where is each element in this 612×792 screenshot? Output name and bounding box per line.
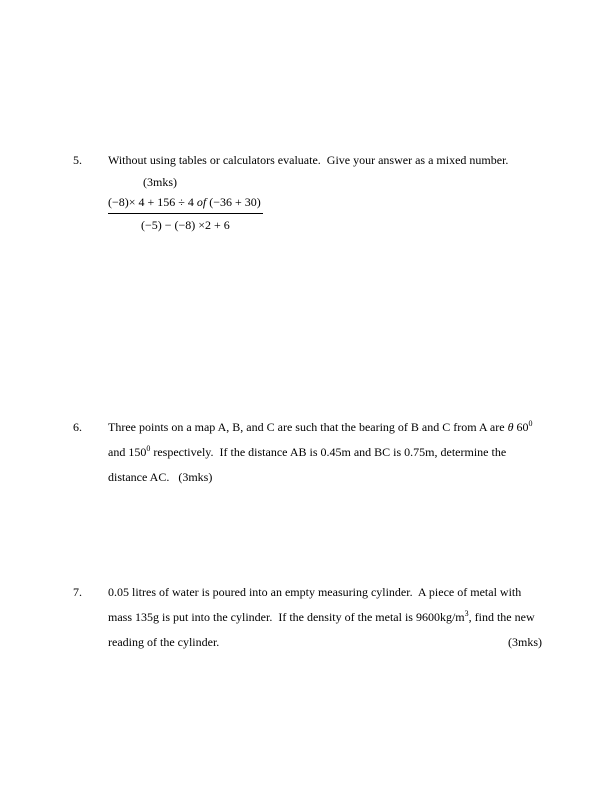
theta-symbol: θ: [507, 420, 514, 434]
question-7: [73, 580, 542, 655]
question-7-line-3: [108, 630, 542, 655]
question-5-marks: (3mks): [143, 175, 177, 189]
q6-bearing-value-1: 60: [513, 420, 529, 434]
fraction-numerator: [108, 193, 263, 214]
q7-line2-text: mass 135g is put into the cylinder. If the density of the metal is 9600kg/m: [108, 610, 465, 624]
q6-bearing-value-2: and 150: [108, 445, 147, 459]
numerator-text-post: (−36 + 30): [206, 195, 261, 209]
question-5-body: [108, 149, 542, 234]
q6-superscript-1: 0: [528, 419, 533, 428]
question-5: [73, 149, 542, 234]
question-7-line-2: [108, 605, 542, 630]
numerator-of-word: of: [196, 195, 207, 209]
question-7-number: 7.: [73, 585, 82, 599]
fraction-denominator: (−5) − (−8) ×2 + 6: [140, 218, 230, 232]
question-6-body: [108, 415, 542, 490]
q7-line2-text-post: , find the new: [468, 610, 535, 624]
question-6-line-3: distance AC. (3mks): [108, 470, 213, 484]
question-5-text: Without using tables or calculators evaluate. Give your answer as a mixed number.: [108, 153, 509, 167]
question-7-body: [108, 580, 542, 655]
question-6-line-1: [108, 415, 542, 440]
question-5-number: 5.: [73, 153, 82, 167]
question-6-number: 6.: [73, 420, 82, 434]
q6-line1-text: Three points on a map A, B, and C are such that the bearing of B and C from A are: [108, 420, 508, 434]
fraction-expression: [108, 193, 263, 234]
q7-line3-text: reading of the cylinder.: [108, 635, 220, 649]
q6-superscript-2: 0: [146, 444, 151, 453]
question-6: [73, 415, 542, 490]
numerator-text-pre: (−8)× 4 + 156 ÷ 4: [108, 195, 197, 209]
q6-line2-text: respectively. If the distance AB is 0.45m and BC is 0.75m, determine the: [150, 445, 507, 459]
question-6-line-2: [108, 440, 542, 465]
question-7-marks: (3mks): [508, 635, 542, 649]
question-7-line-1: 0.05 litres of water is poured into an empty measuring cylinder. A piece of metal with: [108, 585, 522, 599]
q7-superscript: 3: [464, 609, 469, 618]
